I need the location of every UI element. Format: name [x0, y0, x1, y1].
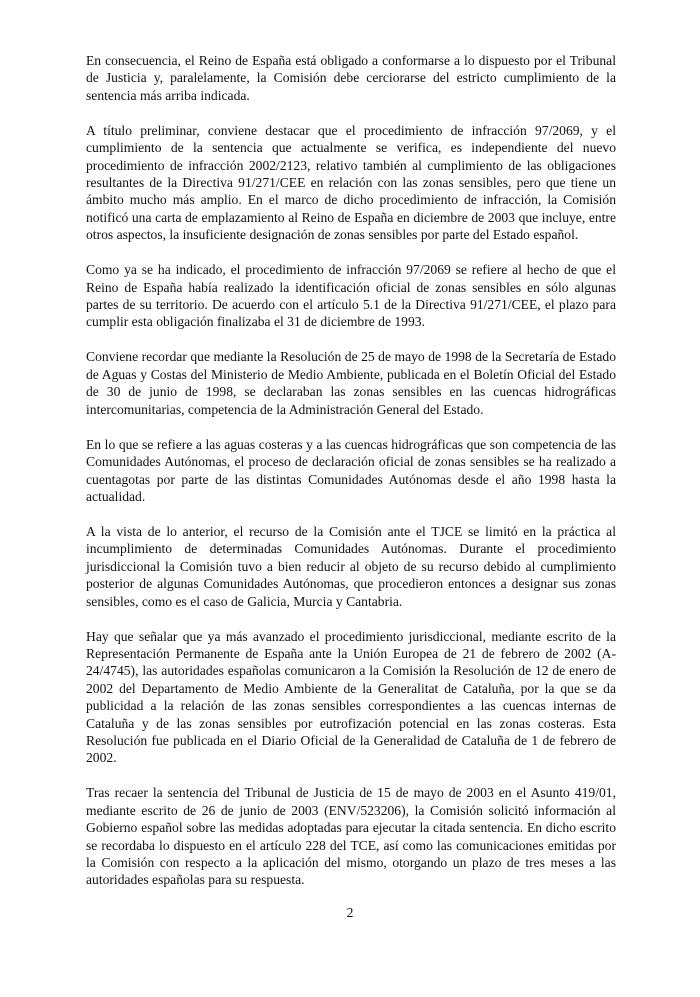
paragraph-5: En lo que se refiere a las aguas costeras y a las cuencas hidrográficas que son competencia de las Comunidades Autónomas, el proceso de declaración oficial de zonas sensibles se ha realizado a cuentagotas por parte de las distintas Comunidades Autónomas desde el año 1998 hasta la actualidad.	[86, 436, 616, 504]
paragraph-7: Hay que señalar que ya más avanzado el procedimiento jurisdiccional, mediante escrito de la Representación Permanente de España ante la Unión Europea de 21 de febrero de 2002 (A-24/4745), las autoridades españolas comunicaron a la Comisión la Resolución de 12 de enero de 2002 del Departamento de Medio Ambiente de la Generalitat de Cataluña, por la que se da publicidad a la relación de las zonas sensibles correspondientes a las cuencas internas de Cataluña y de las zonas sensibles por eutrofización potencial en las zonas costeras. Esta Resolución fue publicada en el Diario Oficial de la Generalidad de Cataluña de 1 de febrero de 2002.	[86, 628, 616, 766]
paragraph-4: Conviene recordar que mediante la Resolución de 25 de mayo de 1998 de la Secretaría de Estado de Aguas y Costas del Ministerio de Medio Ambiente, publicada en el Boletín Oficial del Estado de 30 de junio de 1998, se declaraban las zonas sensibles en las cuencas hidrográficas intercomunitarias, competencia de la Administración General del Estado.	[86, 349, 616, 417]
paragraph-8: Tras recaer la sentencia del Tribunal de Justicia de 15 de mayo de 2003 en el Asunto 419/01, mediante escrito de 26 de junio de 2003 (ENV/523206), la Comisión solicitó información al Gobierno español sobre las medidas adoptadas para ejecutar la citada sentencia. En dicho escrito se recordaba lo dispuesto en el artículo 228 del TCE, así como las comunicaciones emitidas por la Comisión con respecto a la aplicación del mismo, otorgando un plazo de tres meses a las autoridades españolas para su respuesta.	[86, 785, 616, 888]
document-body	[86, 52, 616, 906]
paragraph-6: A la vista de lo anterior, el recurso de la Comisión ante el TJCE se limitó en la práctica al incumplimiento de determinadas Comunidades Autónomas. Durante el procedimiento jurisdiccional la Comisión tuvo a bien reducir al objeto de su recurso debido al cumplimiento posterior de algunas Comunidades Autónomas, que procedieron entonces a designar sus zonas sensibles, como es el caso de Galicia, Murcia y Cantabria.	[86, 523, 616, 609]
paragraph-3: Como ya se ha indicado, el procedimiento de infracción 97/2069 se refiere al hecho de que el Reino de España había realizado la identificación oficial de zonas sensibles en sólo algunas partes de su territorio. De acuerdo con el artículo 5.1 de la Directiva 91/271/CEE, el plazo para cumplir esta obligación finalizaba el 31 de diciembre de 1993.	[86, 262, 616, 330]
paragraph-1: En consecuencia, el Reino de España está obligado a conformarse a lo dispuesto por el Tribunal de Justicia y, paralelamente, la Comisión debe cerciorarse del estricto cumplimiento de la sentencia más arriba indicada.	[86, 53, 616, 103]
paragraph-2: A título preliminar, conviene destacar que el procedimiento de infracción 97/2069, y el cumplimiento de la sentencia que actualmente se verifica, es independiente del nuevo procedimiento de infracción 2002/2123, relativo también al cumplimiento de las obligaciones resultantes de la Directiva 91/271/CEE en relación con las zonas sensibles, pero que tiene un ámbito mucho más amplio. En el marco de dicho procedimiento de infracción, la Comisión notificó una carta de emplazamiento al Reino de España en diciembre de 2003 que incluye, entre otros aspectos, la insuficiente designación de zonas sensibles por parte del Estado español.	[86, 122, 616, 243]
page-number: 2	[346, 905, 354, 920]
